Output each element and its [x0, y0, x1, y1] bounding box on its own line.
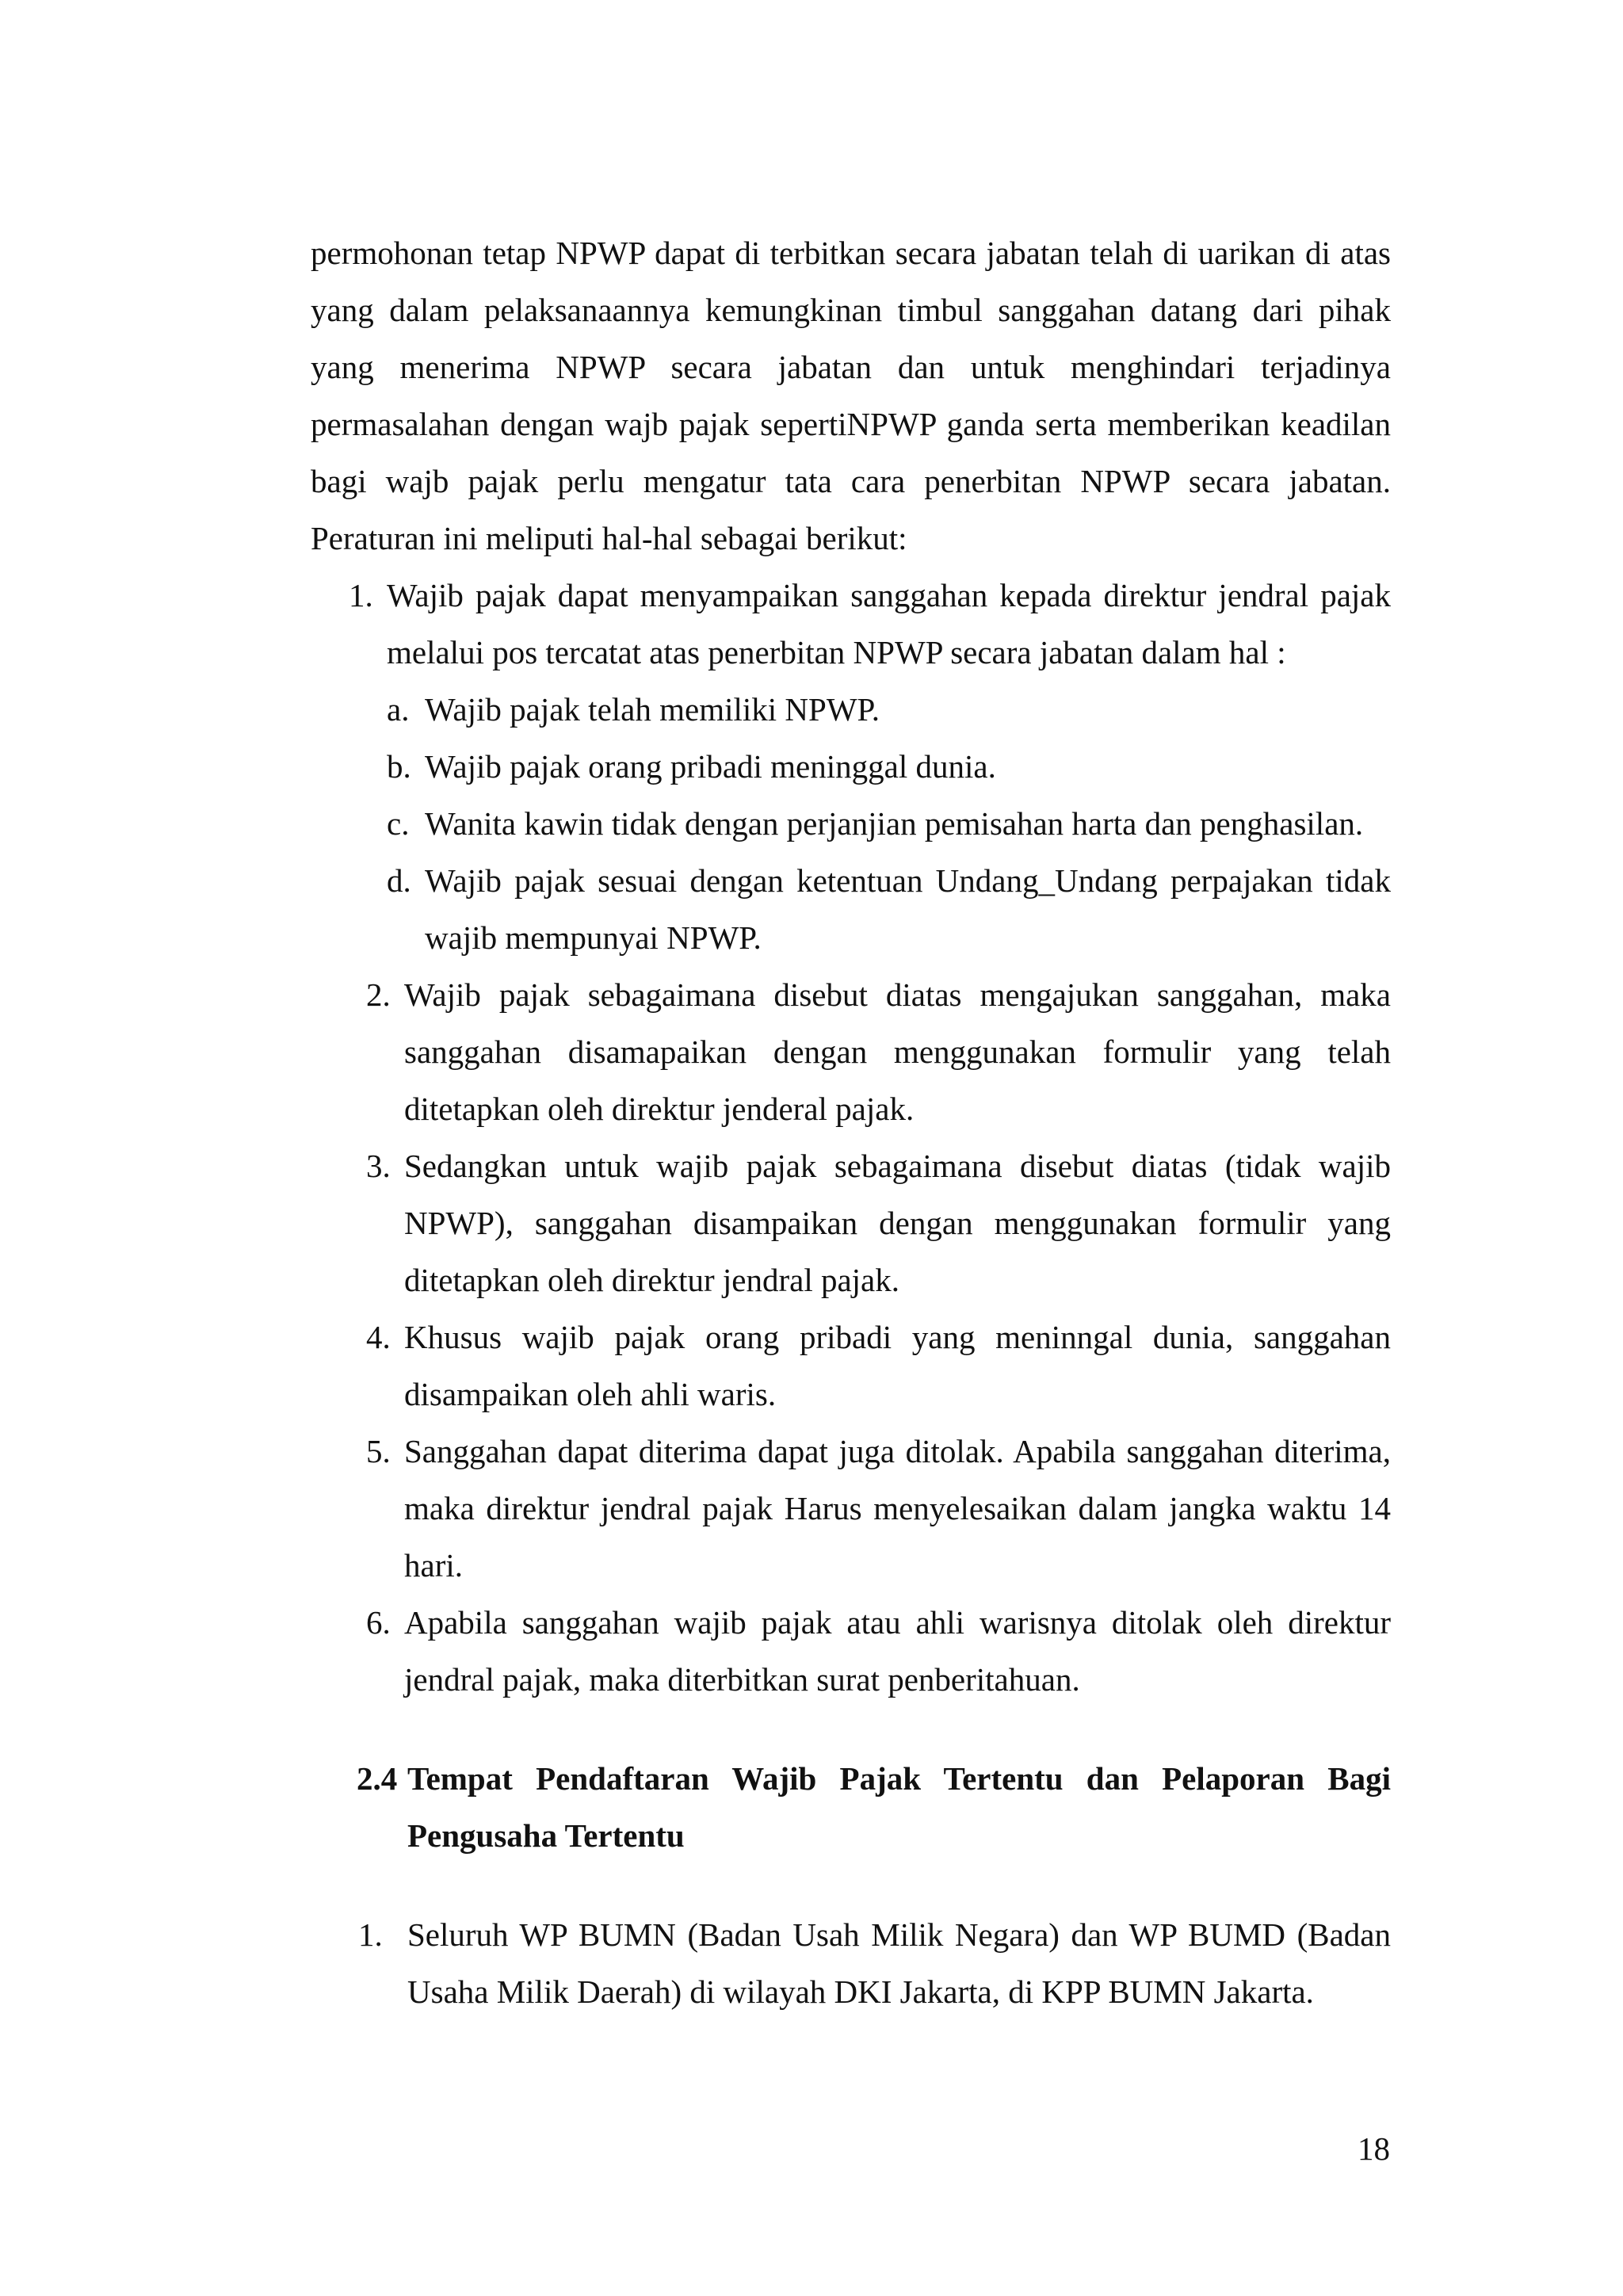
paragraph-line: yang menerima NPWP secara jabatan dan untuk menghindari terjadinya: [311, 349, 1391, 385]
paragraph-line: permohonan tetap NPWP dapat di terbitkan secara jabatan telah di uarikan di atas: [311, 235, 1391, 271]
list-number: 4.: [366, 1319, 391, 1355]
list-item-line: Apabila sanggahan wajib pajak atau ahli warisnya ditolak oleh direktur: [404, 1604, 1391, 1641]
list-number: 1.: [349, 577, 373, 613]
sub-list-letter: d.: [387, 862, 411, 899]
sub-list-letter: b.: [387, 748, 411, 785]
list-item-line: Sedangkan untuk wajib pajak sebagaimana disebut diatas (tidak wajib: [404, 1148, 1391, 1184]
sub-list-line: Wanita kawin tidak dengan perjanjian pemisahan harta dan penghasilan.: [425, 805, 1364, 842]
paragraph-line: yang dalam pelaksanaannya kemungkinan timbul sanggahan datang dari pihak: [311, 292, 1391, 328]
list-item-line: NPWP), sanggahan disampaikan dengan menggunakan formulir yang: [404, 1205, 1391, 1241]
section-number: 2.4: [357, 1760, 398, 1797]
list-item-line: sanggahan disamapaikan dengan menggunakan formulir yang telah: [404, 1033, 1391, 1070]
sub-list-line: Wajib pajak telah memiliki NPWP.: [425, 691, 880, 728]
sub-list-letter: c.: [387, 805, 410, 842]
sub-list-letter: a.: [387, 691, 410, 728]
list-number: 1.: [358, 1916, 383, 1953]
page-number: 18: [1358, 2130, 1390, 2167]
sub-list-line: wajib mempunyai NPWP.: [425, 919, 762, 956]
sub-list-line: Wajib pajak orang pribadi meninggal dunia.: [425, 748, 996, 785]
list-item-line: maka direktur jendral pajak Harus menyelesaikan dalam jangka waktu 14: [404, 1490, 1391, 1526]
list-item-line: disampaikan oleh ahli waris.: [404, 1376, 777, 1412]
list-number: 5.: [366, 1433, 391, 1469]
paragraph-line: Peraturan ini meliputi hal-hal sebagai berikut:: [311, 520, 907, 556]
list-item-line: Wajib pajak dapat menyampaikan sanggahan kepada direktur jendral pajak: [387, 577, 1391, 613]
list-item-line: hari.: [404, 1547, 463, 1584]
section-title-line: Pengusaha Tertentu: [407, 1817, 685, 1854]
list-item-line: ditetapkan oleh direktur jenderal pajak.: [404, 1091, 915, 1127]
paragraph-line: permasalahan dengan wajb pajak sepertiNPWP ganda serta memberikan keadilan: [311, 406, 1391, 442]
section-title-line: Tempat Pendaftaran Wajib Pajak Tertentu dan Pelaporan Bagi: [407, 1760, 1391, 1797]
list-item-line: melalui pos tercatat atas penerbitan NPWP secara jabatan dalam hal :: [387, 634, 1286, 670]
list-number: 6.: [366, 1604, 391, 1641]
list-item-line: ditetapkan oleh direktur jendral pajak.: [404, 1262, 900, 1298]
list-item-line: Wajib pajak sebagaimana disebut diatas mengajukan sanggahan, maka: [404, 976, 1391, 1013]
list-item-line: jendral pajak, maka diterbitkan surat penberitahuan.: [404, 1661, 1080, 1698]
list-item-line: Khusus wajib pajak orang pribadi yang meninngal dunia, sanggahan: [404, 1319, 1391, 1355]
list-number: 2.: [366, 976, 391, 1013]
list-item-line: Sanggahan dapat diterima dapat juga ditolak. Apabila sanggahan diterima,: [404, 1433, 1391, 1469]
list-number: 3.: [366, 1148, 391, 1184]
paragraph-line: bagi wajb pajak perlu mengatur tata cara penerbitan NPWP secara jabatan.: [311, 463, 1391, 499]
list-item-line: Usaha Milik Daerah) di wilayah DKI Jakarta, di KPP BUMN Jakarta.: [407, 1973, 1314, 2010]
sub-list-line: Wajib pajak sesuai dengan ketentuan Undang_Undang perpajakan tidak: [425, 862, 1391, 899]
list-item-line: Seluruh WP BUMN (Badan Usah Milik Negara) dan WP BUMD (Badan: [407, 1916, 1391, 1953]
